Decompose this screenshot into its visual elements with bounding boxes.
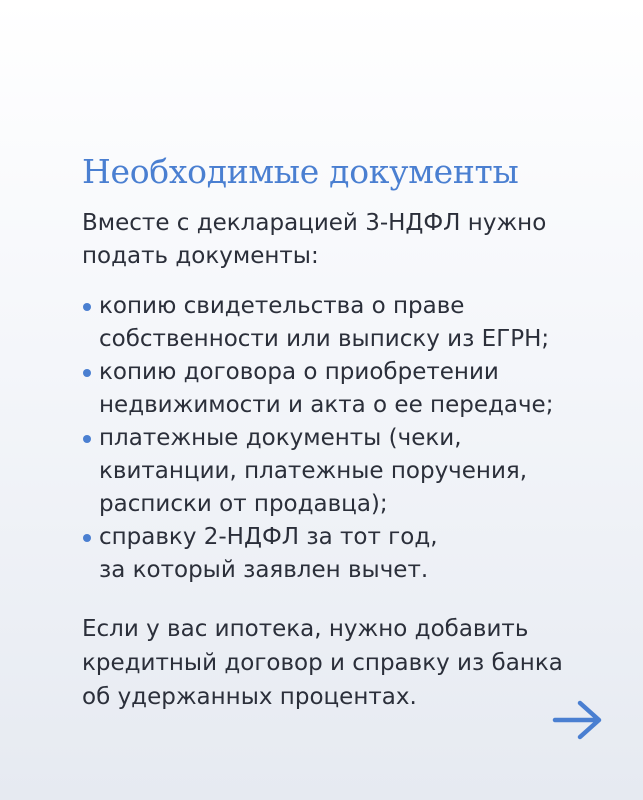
list-item [82,356,622,422]
list-item-line: квитанции, платежные поручения, [99,458,528,484]
bullet-dot-icon [83,303,91,311]
intro-line: Вместе с декларацией 3-НДФЛ нужно [82,210,547,236]
intro-line: подать документы: [82,243,319,269]
page-title: Необходимые документы [82,152,519,191]
arrow-right-icon [552,698,604,742]
note-line: об удержанных процентах. [82,684,417,710]
mortgage-note [82,612,622,714]
note-line: кредитный договор и справку из банка [82,650,563,676]
list-item-line: расписки от продавца); [99,491,388,517]
bullet-dot-icon [83,534,91,542]
list-item [82,521,622,587]
list-item-line: копию договора о приобретении [99,359,499,385]
intro-paragraph [82,207,602,273]
bullet-dot-icon [83,369,91,377]
bullet-dot-icon [83,435,91,443]
list-item-line: собственности или выписку из ЕГРН; [99,326,550,352]
list-item-line: недвижимости и акта о ее передаче; [99,392,554,418]
list-item-line: за который заявлен вычет. [99,557,429,583]
list-item [82,290,622,356]
list-item-line: платежные документы (чеки, [99,425,462,451]
next-slide-button[interactable] [552,698,604,742]
list-item-line: копию свидетельства о праве [99,293,465,319]
note-line: Если у вас ипотека, нужно добавить [82,616,529,642]
list-item-line: справку 2-НДФЛ за тот год, [99,524,438,550]
documents-list [82,290,622,587]
list-item [82,422,622,521]
